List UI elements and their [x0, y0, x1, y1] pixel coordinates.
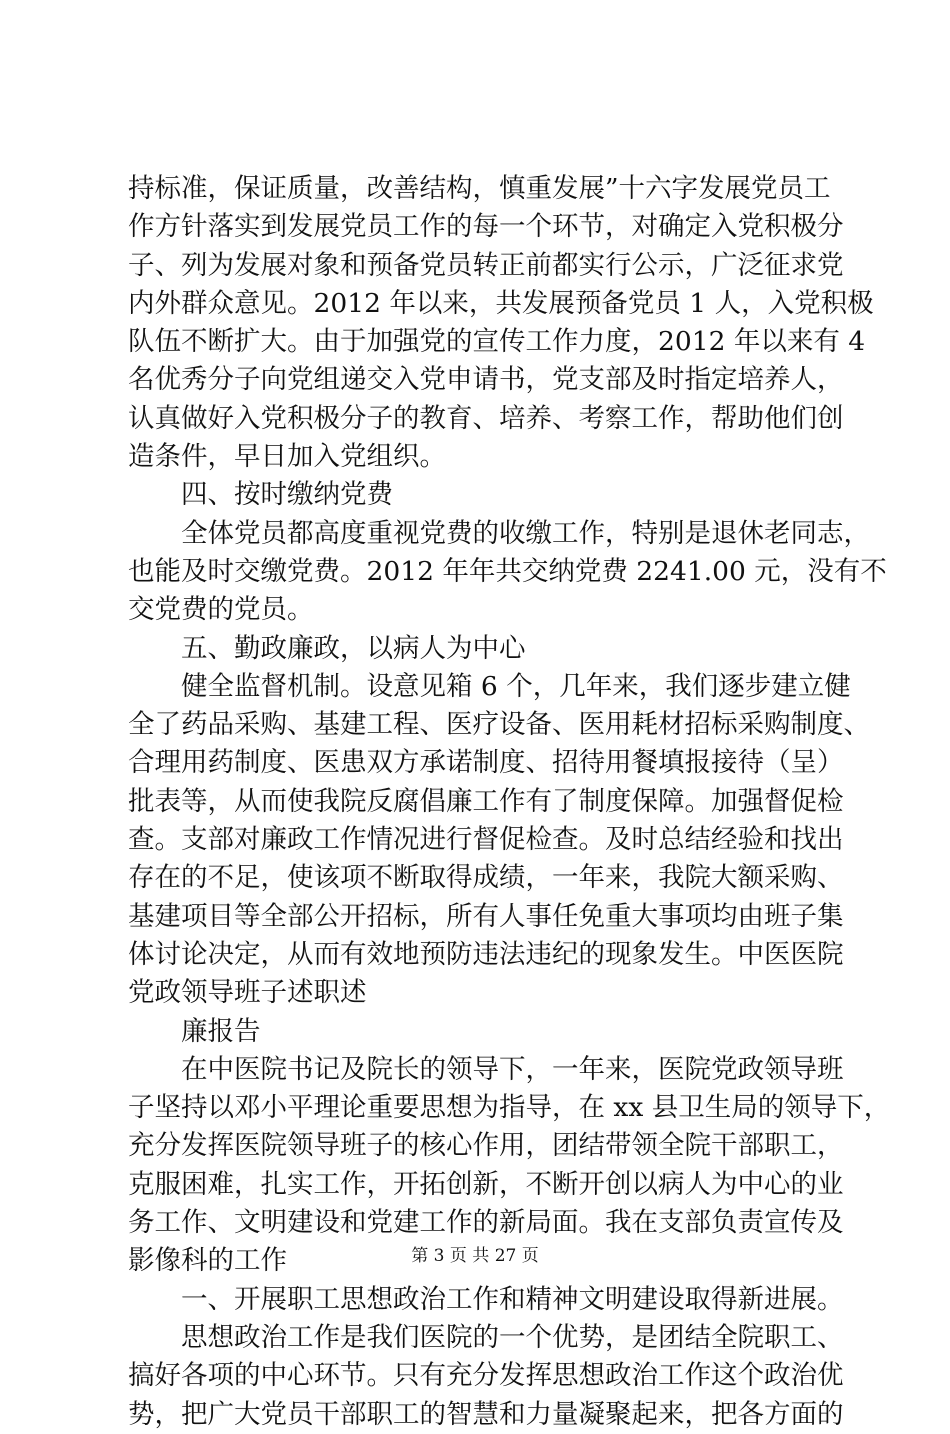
- text-line: 也能及时交缴党费。2012 年年共交纳党费 2241.00 元，没有不: [128, 555, 887, 587]
- text-line: 党政领导班子述职述: [128, 977, 367, 1009]
- text-line: 造条件，早日加入党组织。: [128, 441, 446, 473]
- text-line: 思想政治工作是我们医院的一个优势，是团结全院职工、: [181, 1321, 844, 1353]
- text-line: 名优秀分子向党组递交入党申请书，党支部及时指定培养人，: [128, 364, 844, 396]
- text-line: 在中医院书记及院长的领导下，一年来，医院党政领导班: [181, 1053, 844, 1085]
- text-line: 五、勤政廉政，以病人为中心: [181, 632, 526, 664]
- text-line: 克服困难，扎实工作，开拓创新，不断开创以病人为中心的业: [128, 1168, 844, 1200]
- text-line: 子、列为发展对象和预备党员转正前都实行公示，广泛征求党: [128, 249, 844, 281]
- text-line: 务工作、文明建设和党建工作的新局面。我在支部负责宣传及: [128, 1207, 844, 1239]
- page-footer: 第 3 页 共 27 页: [411, 1246, 539, 1266]
- text-line: 搞好各项的中心环节。只有充分发挥思想政治工作这个政治优: [128, 1360, 844, 1392]
- text-line: 全体党员都高度重视党费的收缴工作，特别是退休老同志，: [181, 517, 870, 549]
- text-line: 作方针落实到发展党员工作的每一个环节，对确定入党积极分: [128, 211, 844, 243]
- text-line: 一、开展职工思想政治工作和精神文明建设取得新进展。: [181, 1283, 844, 1315]
- text-line: 查。支部对廉政工作情况进行督促检查。及时总结经验和找出: [128, 824, 844, 856]
- text-line: 全了药品采购、基建工程、医疗设备、医用耗材招标采购制度、: [128, 709, 870, 741]
- text-line: 势，把广大党员干部职工的智慧和力量凝聚起来，把各方面的: [128, 1398, 844, 1430]
- text-line: 存在的不足，使该项不断取得成绩，一年来，我院大额采购、: [128, 862, 844, 894]
- text-line: 持标准，保证质量，改善结构，慎重发展”十六字发展党员工: [128, 173, 831, 204]
- text-line: 认真做好入党积极分子的教育、培养、考察工作，帮助他们创: [128, 402, 844, 434]
- text-line: 交党费的党员。: [128, 594, 314, 626]
- text-line: 批表等，从而使我院反腐倡廉工作有了制度保障。加强督促检: [128, 785, 844, 817]
- text-line: 充分发挥医院领导班子的核心作用，团结带领全院干部职工，: [128, 1130, 844, 1162]
- text-line: 队伍不断扩大。由于加强党的宣传工作力度，2012 年以来有 4: [128, 326, 866, 358]
- text-line: 子坚持以邓小平理论重要思想为指导，在 xx 县卫生局的领导下，: [128, 1092, 891, 1124]
- text-line: 合理用药制度、医患双方承诺制度、招待用餐填报接待（呈）: [128, 747, 844, 779]
- text-line: 四、按时缴纳党费: [181, 479, 393, 511]
- text-line: 廉报告: [181, 1015, 261, 1047]
- text-line: 体讨论决定，从而有效地预防违法违纪的现象发生。中医医院: [128, 938, 844, 970]
- text-line: 基建项目等全部公开招标，所有人事任免重大事项均由班子集: [128, 900, 844, 932]
- text-line: 健全监督机制。设意见箱 6 个，几年来，我们逐步建立健: [181, 670, 851, 702]
- text-line: 内外群众意见。2012 年以来，共发展预备党员 1 人，入党积极: [128, 287, 874, 319]
- text-line: 影像科的工作: [128, 1245, 287, 1277]
